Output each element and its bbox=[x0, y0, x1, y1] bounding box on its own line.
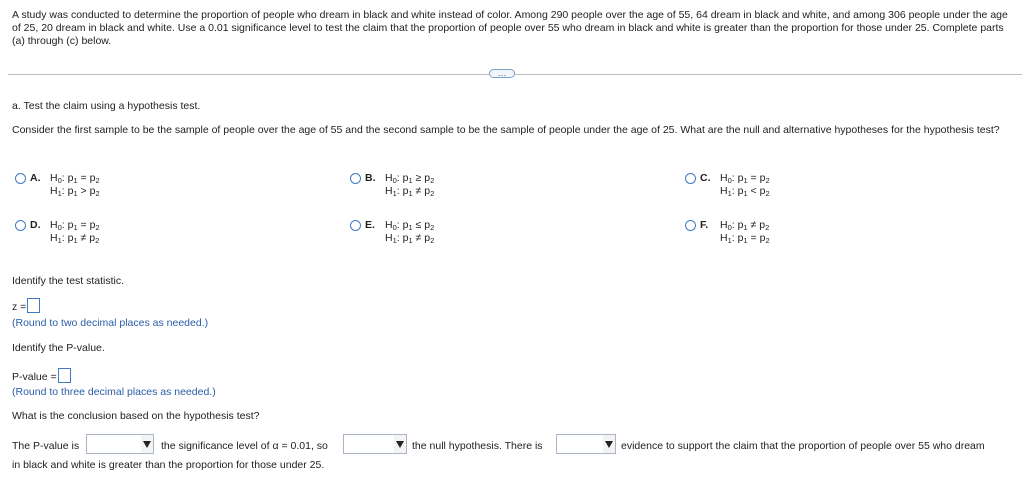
radio-button[interactable] bbox=[15, 173, 26, 184]
null-hypothesis: $H_0$: $p_1 = p_2$ bbox=[720, 172, 770, 185]
null-hypothesis: $H_0$: $p_1 = p_2$ bbox=[50, 172, 100, 185]
sentence-part3: the null hypothesis. There is bbox=[412, 440, 543, 452]
z-answer-input[interactable] bbox=[27, 298, 40, 313]
round-two-hint: (Round to two decimal places as needed.) bbox=[12, 317, 209, 329]
round-three-hint: (Round to three decimal places as needed.) bbox=[12, 386, 216, 398]
radio-button[interactable] bbox=[685, 220, 696, 231]
evidence-dropdown[interactable] bbox=[556, 434, 616, 454]
option-letter: D. bbox=[30, 219, 41, 231]
chevron-down-icon bbox=[605, 441, 613, 448]
null-hypothesis: $H_0$: $p_1 \ne p_2$ bbox=[720, 219, 770, 232]
radio-button[interactable] bbox=[350, 220, 361, 231]
alternative-hypothesis: $H_1$: $p_1 = p_2$ bbox=[720, 232, 770, 245]
p-value-answer-input[interactable] bbox=[58, 368, 71, 383]
test-statistic-label: Identify the test statistic. bbox=[12, 275, 125, 287]
section-divider bbox=[8, 74, 1022, 75]
sentence-part2: the significance level of α = 0.01, so bbox=[161, 440, 328, 452]
p-value-comparison-dropdown[interactable] bbox=[86, 434, 154, 454]
expand-more-button[interactable]: … bbox=[489, 69, 515, 78]
radio-button[interactable] bbox=[685, 173, 696, 184]
problem-statement: A study was conducted to determine the proportion of people who dream in black and white instead of color. Among 290 people over the age of 55, 64 dream in black and white, and among 306 people under the age of 25, 20 dream in black and white. Use a 0.01 significance level to test the claim that the proportion of people over 55 who dream in black and white is greater than the proportion for those under 25. Complete parts (a) through (c) below. bbox=[12, 9, 1008, 47]
null-hypothesis: $H_0$: $p_1 \le p_2$ bbox=[385, 219, 435, 232]
null-hypothesis: $H_0$: $p_1 \ge p_2$ bbox=[385, 172, 435, 185]
chevron-down-icon bbox=[143, 441, 151, 448]
alternative-hypothesis: $H_1$: $p_1 \ne p_2$ bbox=[50, 232, 100, 245]
p-value-row bbox=[12, 368, 71, 383]
p-value-field-label: P-value = bbox=[12, 371, 57, 383]
sentence-part1: The P-value is bbox=[12, 440, 80, 452]
chevron-down-icon bbox=[396, 441, 404, 448]
hypothesis-question: Consider the first sample to be the sample of people over the age of 55 and the second sample to be the sample of people under the age of 25. What are the null and alternative hypotheses for the hypothesis test? bbox=[12, 124, 1000, 136]
option-letter: B. bbox=[365, 172, 376, 184]
sentence-line2: in black and white is greater than the proportion for those under 25. bbox=[12, 459, 325, 471]
alternative-hypothesis: $H_1$: $p_1 \ne p_2$ bbox=[385, 185, 435, 198]
alternative-hypothesis: $H_1$: $p_1 \ne p_2$ bbox=[385, 232, 435, 245]
radio-button[interactable] bbox=[350, 173, 361, 184]
z-label: z = bbox=[12, 301, 27, 313]
option-letter: E. bbox=[365, 219, 375, 231]
null-hypothesis: $H_0$: $p_1 = p_2$ bbox=[50, 219, 100, 232]
p-value-label: Identify the P-value. bbox=[12, 342, 105, 354]
radio-button[interactable] bbox=[15, 220, 26, 231]
option-letter: A. bbox=[30, 172, 41, 184]
alternative-hypothesis: $H_1$: $p_1 > p_2$ bbox=[50, 185, 100, 198]
part-a-heading: a. Test the claim using a hypothesis test. bbox=[12, 100, 201, 112]
option-letter: F. bbox=[700, 219, 709, 231]
option-letter: C. bbox=[700, 172, 711, 184]
z-row bbox=[12, 298, 40, 313]
null-hypothesis-decision-dropdown[interactable] bbox=[343, 434, 407, 454]
sentence-part4: evidence to support the claim that the proportion of people over 55 who dream bbox=[621, 440, 985, 452]
alternative-hypothesis: $H_1$: $p_1 < p_2$ bbox=[720, 185, 770, 198]
conclusion-question: What is the conclusion based on the hypothesis test? bbox=[12, 410, 260, 422]
